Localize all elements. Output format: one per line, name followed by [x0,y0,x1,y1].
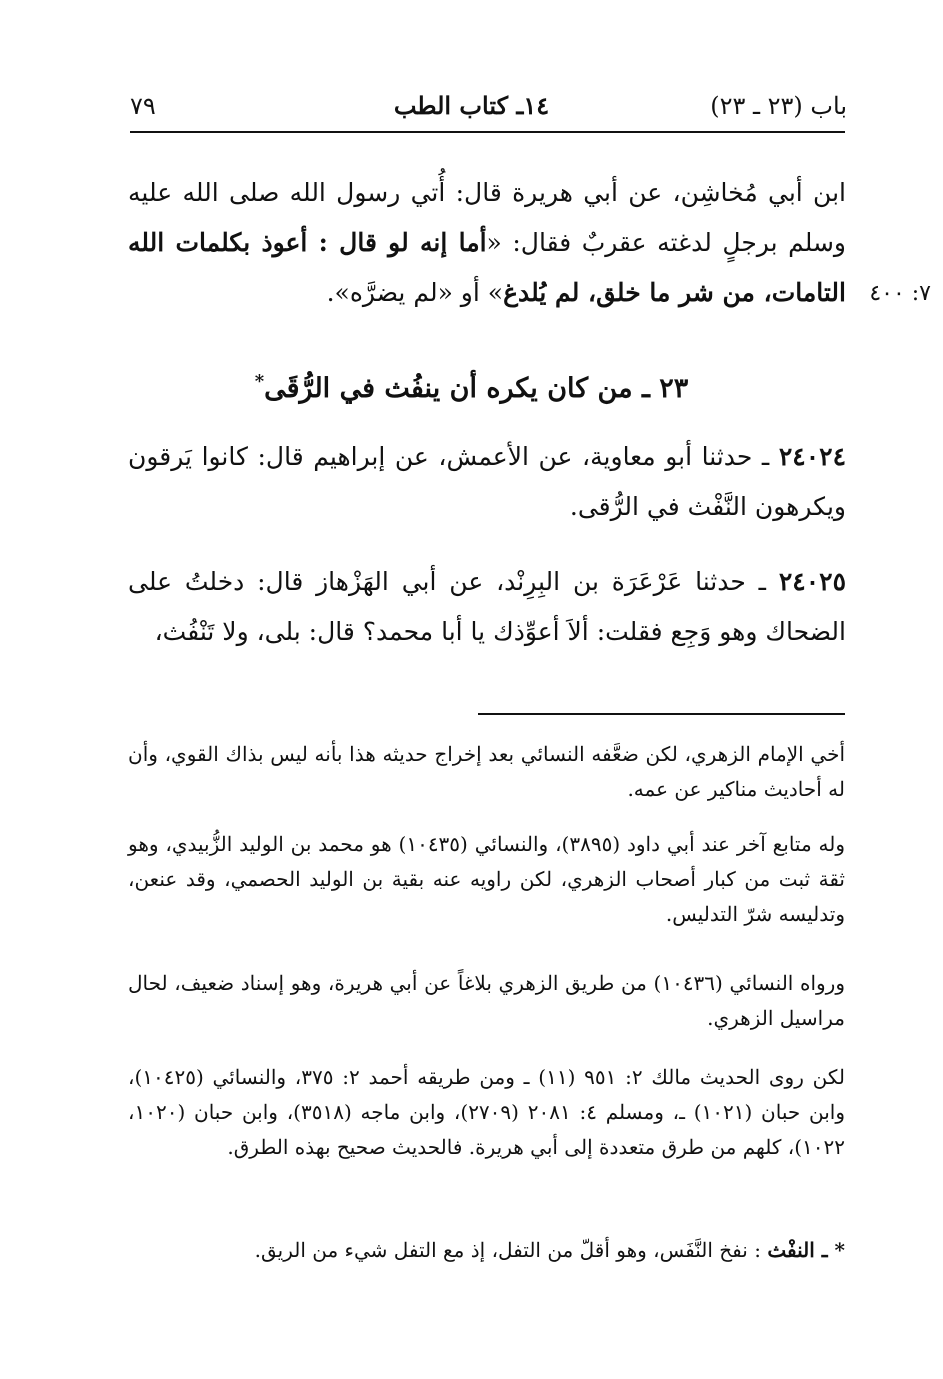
section-heading [0,360,943,411]
page-number: ٧٩ [130,92,156,120]
footnote-paragraph: وله متابع آخر عند أبي داود (٣٨٩٥)، والنسائي (١٠٤٣٥) هو محمد بن الوليد الزُّبيدي، وهو ثقة ثبت من كبار أصحاب الزهري، لكن راويه عنه بقية بن الوليد الحصمي، وقد عنعن، وتدليسه شرّ التدليس. [128,832,846,926]
footnote-mark: * [254,371,265,392]
footnote-paragraph: أخي الإمام الزهري، لكن ضعَّفه النسائي بعد إخراج حديثه هذا بأنه ليس بذاك القوي، وأن له أحاديث مناكير عن عمه. [128,742,845,801]
running-header-book-title: ١٤ـ كتاب الطب [393,91,550,120]
footnote-definition-text: : نفخ النَّفَس، وهو أقلّ من التفل، إذ مع التفل شيء من الريق. [254,1238,768,1262]
marginal-reference: ٧: ٤٠٠ [869,281,931,306]
hadith-text: ـ حدثنا أبو معاوية، عن الأعمش، عن إبراهيم قال: كانوا يَرقون ويكرهون النَّفْث في الرُّقى. [128,442,846,521]
footnote-definition [128,1233,845,1268]
hadith-24024 [128,432,846,532]
paragraph-hadith-continuation [128,168,846,318]
header-rule [130,131,845,133]
hadith-text: ـ حدثنا عَرْعَرَة بن البِرِنْد، عن أبي الهَزْهاز قال: دخلتُ على الضحاك وهو وَجِع فقلت: ألاَ أعوِّذك يا أبا محمد؟ قال: بلى، ولا تَنْفُث، [128,567,846,646]
footnote-paragraph: ورواه النسائي (١٠٤٣٦) من طريق الزهري بلاغاً عن أبي هريرة، وهو إسناد ضعيف، لحال مراسيل الزهري. [128,971,845,1030]
paragraph-text-end: » أو «لم يضرَّه». [326,278,504,307]
footnote-separator [478,713,845,715]
hadith-24025 [128,557,846,657]
prophetic-quote: أما إنه لو قال : أعوذ بكلمات الله التامات، من شر ما خلق، لم يُلدغ [128,228,846,307]
running-header-chapter: باب (٢٣ ـ ٢٣) [710,92,847,120]
footnote-paragraph: لكن روى الحديث مالك ٢: ٩٥١ (١١) ـ ومن طريقه أحمد ٢: ٣٧٥، والنسائي (١٠٤٢٥)، وابن حبان (١٠٢١) ـ، ومسلم ٤: ٢٠٨١ (٢٧٠٩)، وابن ماجه (٣٥١٨)، وابن حبان (١٠٢٠، ١٠٢٢)، كلهم من طرق متعددة إلى أبي هريرة. فالحديث صحيح بهذه الطرق. [128,1065,845,1159]
hadith-number: ٢٤٠٢٤ [778,442,846,471]
hadith-number: ٢٤٠٢٥ [778,567,846,596]
footnote-term: * ـ النفْث [767,1238,845,1262]
paragraph-text: ابن أبي مُخاشِن، عن أبي هريرة قال: أُتي رسول الله صلى الله عليه وسلم برجلٍ لدغته عقربٌ فقال: « [128,178,847,257]
section-heading-text: ٢٣ ـ من كان يكره أن ينفُث في الرُّقَى [264,373,689,404]
